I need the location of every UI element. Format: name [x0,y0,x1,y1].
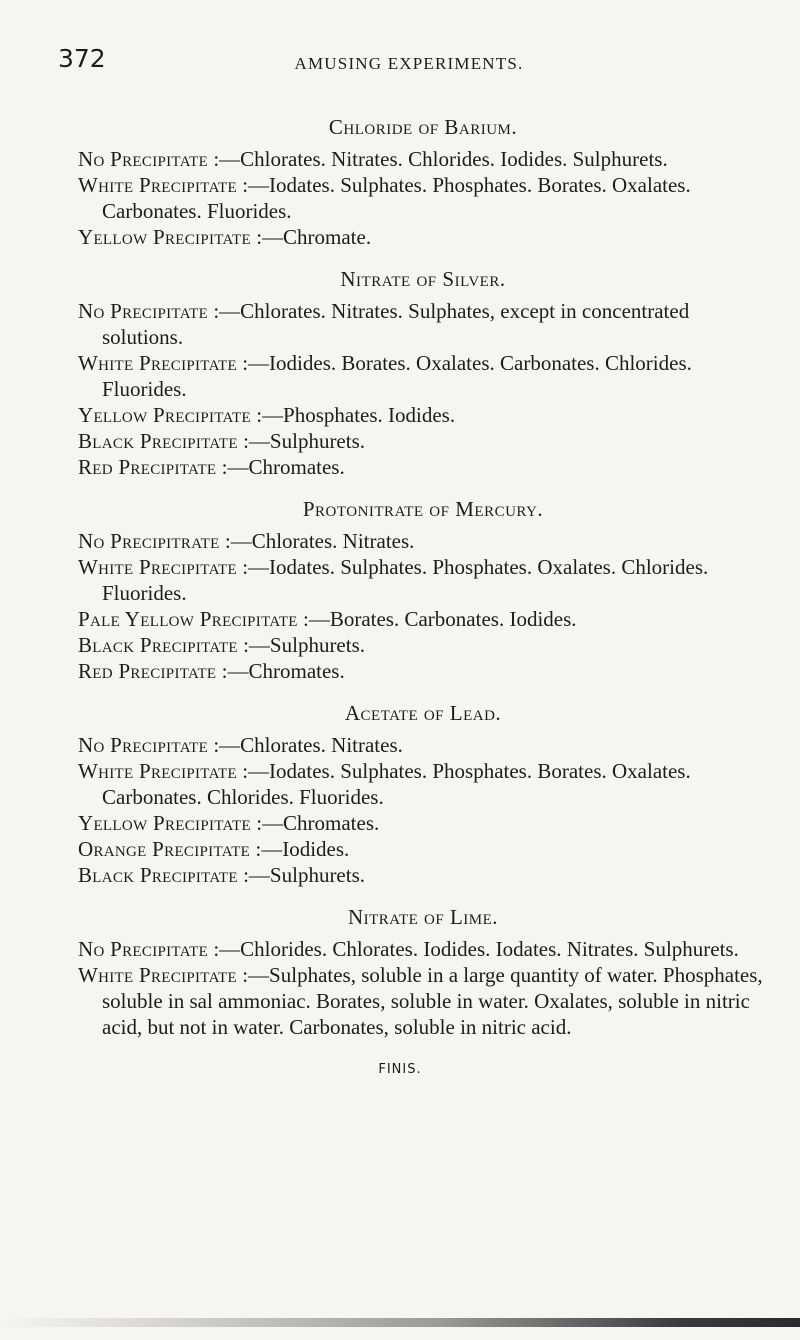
section-title: Acetate of Lead. [344,701,502,725]
page-body [78,112,768,1054]
precipitate-entry [78,528,768,554]
precipitate-entry [78,936,768,962]
precipitate-label: No Precipitrate [78,529,220,553]
precipitate-entry [78,606,768,632]
precipitate-label: Black Precipitate [78,633,238,657]
section-title: Nitrate of Silver. [340,267,506,291]
precipitate-list: :—Iodates. Sulphates. Phosphates. Borates. Oxalates. Carbonates. Chlorides. Fluorides. [102,759,691,809]
precipitate-list: :—Sulphurets. [243,863,366,887]
precipitate-entry [78,146,768,172]
section-title: Chloride of Barium. [328,115,518,139]
precipitate-entry [78,454,768,480]
reagent-section [78,264,768,480]
precipitate-list: :—Chlorates. Nitrates. Chlorides. Iodides. Sulphurets. [213,147,668,171]
section-title: Protonitrate of Mercury. [302,497,544,521]
precipitate-list: :—Phosphates. Iodides. [256,403,456,427]
precipitate-entry [78,732,768,758]
precipitate-entry [78,658,768,684]
precipitate-entry [78,862,768,888]
precipitate-list: :—Iodates. Sulphates. Phosphates. Oxalates. Chlorides. Fluorides. [102,555,709,605]
reagent-section [78,902,768,1040]
page-edge-shadow [0,1318,800,1327]
precipitate-list: :—Chlorates. Nitrates. [213,733,403,757]
precipitate-list: :—Iodates. Sulphates. Phosphates. Borates. Oxalates. Carbonates. Fluorides. [102,173,691,223]
precipitate-entry [78,350,768,402]
precipitate-list: :—Chlorides. Chlorates. Iodides. Iodates. Nitrates. Sulphurets. [213,937,739,961]
precipitate-entry [78,758,768,810]
precipitate-label: White Precipitate [78,759,237,783]
precipitate-list: :—Sulphates, soluble in a large quantity of water. Phosphates, soluble in sal ammoniac. Borates, soluble in water. Oxalates, soluble in nitric acid, but not in water. Carbonates, soluble in nitric acid. [102,963,763,1039]
precipitate-entry [78,554,768,606]
precipitate-list: :—Chlorates. Nitrates. [224,529,415,553]
precipitate-list: :—Chromates. [221,659,345,683]
precipitate-entry [78,298,768,350]
precipitate-label: White Precipitate [78,963,237,987]
precipitate-list: :—Iodides. [255,837,350,861]
running-head: AMUSING EXPERIMENTS. [294,54,524,73]
precipitate-entry [78,172,768,224]
precipitate-entry [78,810,768,836]
finis-label: FINIS. [378,1062,422,1077]
precipitate-list: :—Chromate. [256,225,372,249]
precipitate-list: :—Borates. Carbonates. Iodides. [303,607,577,631]
precipitate-entry [78,962,768,1040]
precipitate-label: White Precipitate [78,173,237,197]
precipitate-list: :—Chlorates. Nitrates. Sulphates, except in concentrated solutions. [102,299,690,349]
page-number: 372 [58,44,106,73]
precipitate-list: :—Chromates. [221,455,345,479]
precipitate-label: No Precipitate [78,299,209,323]
precipitate-label: No Precipitate [78,733,209,757]
precipitate-entry [78,224,768,250]
reagent-section [78,698,768,888]
precipitate-list: :—Chromates. [256,811,380,835]
reagent-section [78,494,768,684]
precipitate-entry [78,632,768,658]
precipitate-entry [78,402,768,428]
precipitate-label: Yellow Precipitate [78,403,251,427]
reagent-section [78,112,768,250]
precipitate-list: :—Sulphurets. [243,633,366,657]
precipitate-label: Pale Yellow Precipitate [78,607,298,631]
precipitate-label: Black Precipitate [78,863,238,887]
precipitate-list: :—Iodides. Borates. Oxalates. Carbonates. Chlorides. Fluorides. [102,351,692,401]
precipitate-entry [78,836,768,862]
precipitate-label: Yellow Precipitate [78,225,251,249]
precipitate-label: No Precipitate [78,147,209,171]
precipitate-label: Orange Precipitate [78,837,251,861]
page-header [58,44,740,78]
section-title: Nitrate of Lime. [347,905,499,929]
precipitate-entry [78,428,768,454]
precipitate-label: Black Precipitate [78,429,238,453]
precipitate-list: :—Sulphurets. [243,429,366,453]
precipitate-label: Red Precipitate [78,455,217,479]
precipitate-label: White Precipitate [78,351,237,375]
precipitate-label: Yellow Precipitate [78,811,251,835]
precipitate-label: White Precipitate [78,555,237,579]
precipitate-label: No Precipitate [78,937,209,961]
precipitate-label: Red Precipitate [78,659,217,683]
